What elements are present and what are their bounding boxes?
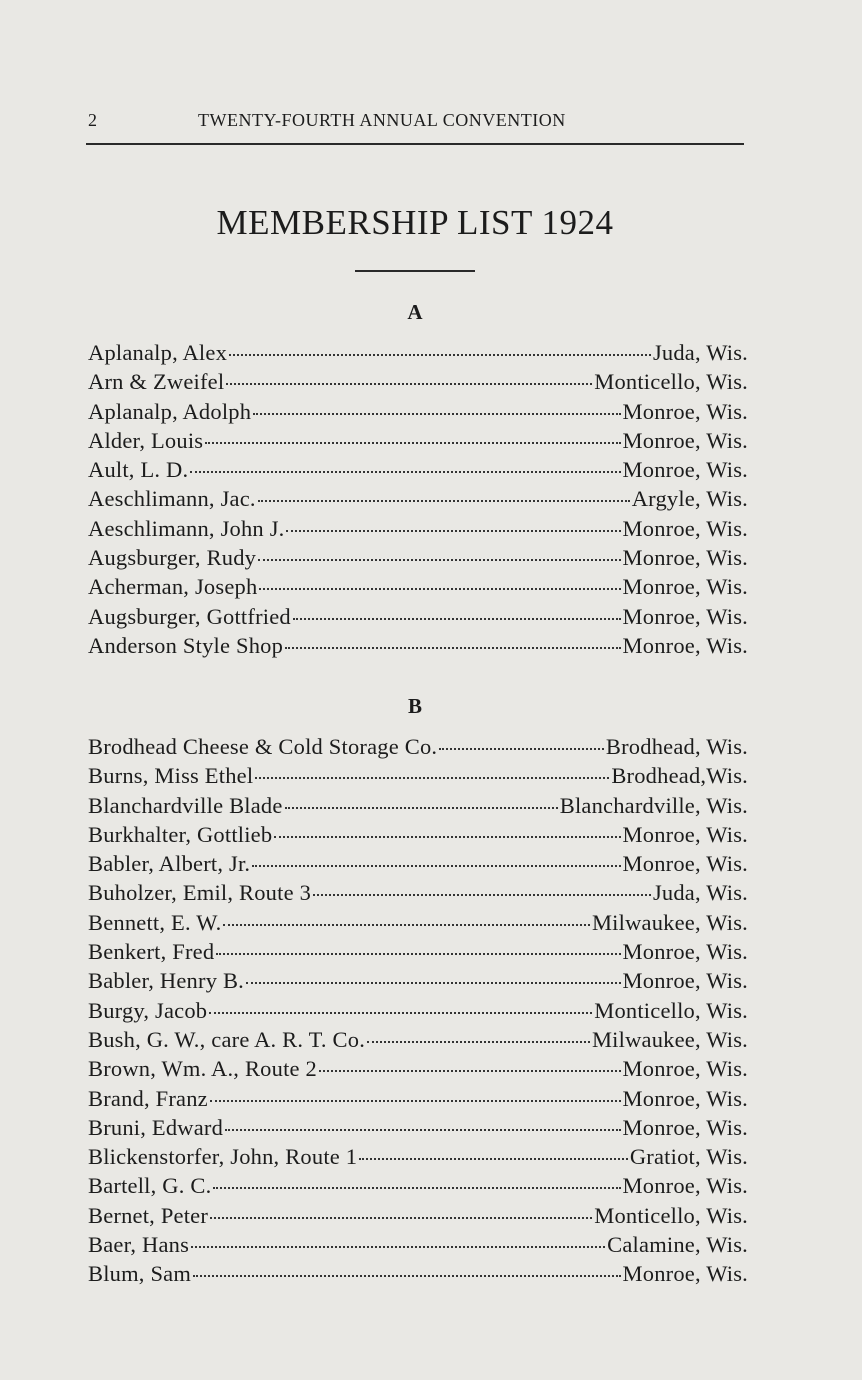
member-name: Acherman, Joseph: [88, 574, 258, 600]
member-name: Aplanalp, Adolph: [88, 398, 252, 424]
dot-leader: [258, 500, 630, 502]
title-rule: [355, 270, 475, 272]
dot-leader: [213, 1187, 620, 1189]
dot-leader: [205, 442, 620, 444]
dot-leader: [285, 807, 558, 809]
member-location: Monroe, Wis.: [622, 1173, 748, 1199]
list-item: [88, 1232, 748, 1261]
dot-leader: [210, 1217, 592, 1219]
dot-leader: [367, 1041, 590, 1043]
list-item: [88, 1144, 748, 1173]
list-item: [88, 633, 748, 662]
dot-leader: [216, 953, 620, 955]
dot-leader: [285, 647, 620, 649]
member-name: Burns, Miss Ethel: [88, 763, 254, 789]
list-item: [88, 604, 748, 633]
dot-leader: [439, 748, 604, 750]
list-item: [88, 1261, 748, 1290]
list-item: [88, 763, 748, 792]
member-location: Monroe, Wis.: [622, 457, 748, 483]
member-location: Monroe, Wis.: [622, 1056, 748, 1082]
member-name: Bartell, G. C.: [88, 1173, 212, 1199]
member-location: Milwaukee, Wis.: [591, 909, 748, 935]
section-a-list: [88, 340, 748, 662]
member-name: Brown, Wm. A., Route 2: [88, 1056, 317, 1082]
list-item: [88, 880, 748, 909]
member-location: Milwaukee, Wis.: [591, 1026, 748, 1052]
member-location: Monticello, Wis.: [594, 997, 748, 1023]
member-location: Monroe, Wis.: [622, 427, 748, 453]
dot-leader: [246, 982, 621, 984]
page-title: MEMBERSHIP LIST 1924: [216, 203, 614, 242]
member-name: Burgy, Jacob: [88, 997, 208, 1023]
running-title: TWENTY-FOURTH ANNUAL CONVENTION: [198, 110, 566, 130]
member-location: Calamine, Wis.: [607, 1232, 748, 1258]
list-item: [88, 545, 748, 574]
list-item: [88, 1115, 748, 1144]
member-name: Blanchardville Blade: [88, 792, 283, 818]
dot-leader: [223, 924, 590, 926]
list-item: [88, 486, 748, 515]
member-name: Babler, Albert, Jr.: [88, 851, 251, 877]
list-item: [88, 998, 748, 1027]
member-name: Blum, Sam: [88, 1261, 192, 1287]
list-item: [88, 968, 748, 997]
list-item: [88, 516, 748, 545]
member-location: Juda, Wis.: [652, 340, 748, 365]
dot-leader: [286, 530, 620, 532]
dot-leader: [229, 354, 651, 356]
section-b-list: [88, 734, 748, 1291]
list-item: [88, 428, 748, 457]
member-location: Monroe, Wis.: [622, 821, 748, 847]
member-name: Buholzer, Emil, Route 3: [88, 880, 312, 906]
dot-leader: [190, 471, 620, 473]
member-name: Brand, Franz: [88, 1085, 208, 1111]
member-name: Aeschlimann, Jac.: [88, 486, 256, 512]
dot-leader: [255, 777, 609, 779]
member-location: Blanchardville, Wis.: [559, 792, 748, 818]
member-name: Bennett, E. W.: [88, 909, 222, 935]
section-letter-b: B: [407, 694, 422, 718]
dot-leader: [359, 1158, 628, 1160]
dot-leader: [191, 1246, 605, 1248]
member-location: Monroe, Wis.: [622, 632, 748, 658]
member-location: Gratiot, Wis.: [629, 1144, 748, 1170]
dot-leader: [253, 413, 620, 415]
list-item: [88, 793, 748, 822]
list-item: [88, 399, 748, 428]
header-rule: [86, 143, 744, 145]
list-item: [88, 1056, 748, 1085]
list-item: [88, 340, 748, 369]
dot-leader: [274, 836, 620, 838]
member-location: Juda, Wis.: [652, 880, 748, 906]
dot-leader: [209, 1012, 592, 1014]
list-item: [88, 822, 748, 851]
dot-leader: [210, 1100, 621, 1102]
list-item: [88, 574, 748, 603]
dot-leader: [225, 1129, 620, 1131]
list-item: [88, 939, 748, 968]
member-name: Babler, Henry B.: [88, 968, 245, 994]
member-location: Argyle, Wis.: [631, 486, 748, 512]
list-item: [88, 1173, 748, 1202]
list-item: [88, 910, 748, 939]
member-name: Brodhead Cheese & Cold Storage Co.: [88, 734, 438, 759]
list-item: [88, 1086, 748, 1115]
dot-leader: [293, 618, 621, 620]
member-location: Monroe, Wis.: [622, 1261, 748, 1287]
member-name: Bernet, Peter: [88, 1202, 209, 1228]
member-name: Baer, Hans: [88, 1232, 190, 1258]
member-name: Bush, G. W., care A. R. T. Co.: [88, 1026, 366, 1052]
member-location: Brodhead,Wis.: [611, 763, 748, 789]
dot-leader: [193, 1275, 620, 1277]
list-item: [88, 369, 748, 398]
list-item: [88, 1203, 748, 1232]
list-item: [88, 851, 748, 880]
member-location: Monticello, Wis.: [594, 1202, 748, 1228]
member-name: Benkert, Fred: [88, 939, 215, 965]
member-location: Monroe, Wis.: [622, 1114, 748, 1140]
member-location: Monroe, Wis.: [622, 939, 748, 965]
list-item: [88, 734, 748, 763]
list-item: [88, 1027, 748, 1056]
dot-leader: [259, 588, 620, 590]
list-item: [88, 457, 748, 486]
member-name: Augsburger, Rudy: [88, 545, 257, 571]
member-name: Alder, Louis: [88, 427, 204, 453]
member-location: Brodhead, Wis.: [605, 734, 748, 759]
member-location: Monroe, Wis.: [622, 851, 748, 877]
member-location: Monticello, Wis.: [594, 369, 748, 395]
member-name: Aeschlimann, John J.: [88, 515, 285, 541]
dot-leader: [313, 894, 651, 896]
member-location: Monroe, Wis.: [622, 968, 748, 994]
member-location: Monroe, Wis.: [622, 515, 748, 541]
member-name: Blickenstorfer, John, Route 1: [88, 1144, 358, 1170]
dot-leader: [319, 1070, 621, 1072]
page-number: 2: [88, 110, 98, 130]
member-location: Monroe, Wis.: [622, 545, 748, 571]
member-location: Monroe, Wis.: [622, 574, 748, 600]
member-name: Augsburger, Gottfried: [88, 603, 291, 629]
section-letter-a: A: [407, 300, 423, 324]
member-name: Ault, L. D.: [88, 457, 189, 483]
member-location: Monroe, Wis.: [622, 398, 748, 424]
member-name: Bruni, Edward: [88, 1114, 224, 1140]
member-name: Arn & Zweifel: [88, 369, 225, 395]
member-location: Monroe, Wis.: [622, 1085, 748, 1111]
member-name: Aplanalp, Alex: [88, 340, 228, 365]
dot-leader: [252, 865, 620, 867]
dot-leader: [226, 383, 592, 385]
dot-leader: [258, 559, 620, 561]
member-name: Burkhalter, Gottlieb: [88, 821, 273, 847]
member-name: Anderson Style Shop: [88, 632, 284, 658]
member-location: Monroe, Wis.: [622, 603, 748, 629]
